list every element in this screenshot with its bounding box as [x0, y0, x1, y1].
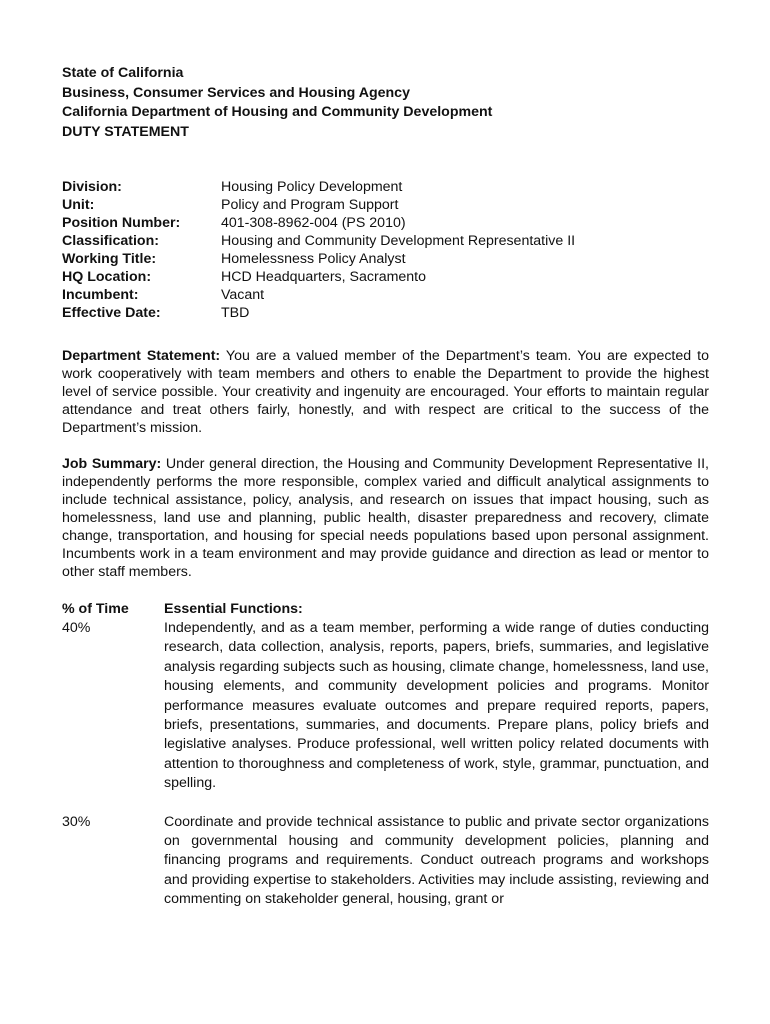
job-summary-text: Under general direction, the Housing and Community Development Representative II, independently performs the more responsible, complex varied and difficult analytical assignments to include technical assistance, policy, analysis, and research on issues that impact housing, such as homelessness, land use and planning, public health, disaster preparedness and recovery, climate change, transportation, and housing for special needs populations based upon personal assignment. Incumbents work in a team environment and may provide guidance and direction as lead or mentor to other staff members. [62, 456, 709, 580]
info-value-division: Housing Policy Development [221, 179, 403, 195]
document-title: DUTY STATEMENT [62, 123, 189, 140]
essential-functions-header [62, 600, 709, 619]
info-value-incumbent: Vacant [221, 287, 265, 303]
document-header [62, 64, 709, 142]
info-label-effective-date: Effective Date: [62, 305, 161, 321]
job-summary-heading: Job Summary: [62, 456, 162, 472]
info-label-working-title: Working Title: [62, 251, 157, 267]
department-statement [62, 347, 709, 437]
info-value-position-number: 401-308-8962-004 (PS 2010) [221, 215, 406, 231]
header-state: State of California [62, 65, 184, 81]
function-percent: 30% [62, 813, 91, 830]
department-statement-text: You are a valued member of the Department’s team. You are expected to work cooperatively with team members and others to enable the Department to provide the highest level of service possible. Your creativity and ingenuity are encouraged. Your efforts to maintain regular attendance and treat others fairly, honestly, and with respect are critical to the success of the Department’s mission. [62, 348, 710, 436]
function-description: Coordinate and provide technical assistance to public and private sector organizations on governmental housing and community development policies, planning and financing programs and requirements. Conduct outreach programs and workshops and providing expertise to stakeholders. Activities may include assisting, reviewing and commenting on stakeholder general, housing, grant or [164, 813, 709, 908]
info-label-unit: Unit: [62, 197, 95, 213]
info-label-position-number: Position Number: [62, 215, 181, 231]
function-percent: 40% [62, 620, 91, 636]
info-value-effective-date: TBD [221, 305, 250, 321]
info-label-incumbent: Incumbent: [62, 287, 139, 303]
job-summary [62, 455, 709, 581]
info-label-division: Division: [62, 179, 122, 195]
duty-statement-page [62, 64, 709, 910]
percent-time-heading: % of Time [62, 601, 129, 617]
info-value-classification: Housing and Community Development Representative II [221, 233, 576, 249]
info-label-classification: Classification: [62, 233, 159, 249]
info-value-unit: Policy and Program Support [221, 197, 399, 213]
info-label-hq-location: HQ Location: [62, 269, 152, 285]
function-row [62, 619, 709, 794]
function-description: Independently, and as a team member, performing a wide range of duties conducting research, data collection, analysis, reports, papers, briefs, summaries, and legislative analysis regarding subjects such as housing, climate change, homelessness, land use, housing elements, and community development policies and programs. Monitor performance measures evaluate outcomes and prepare required reports, papers, briefs, presentations, summaries, and documents. Prepare plans, policy briefs and legislative analyses. Produce professional, well written policy related documents with attention to thoroughness and completeness of work, style, grammar, punctuation, and spelling. [164, 620, 709, 792]
essential-functions-heading: Essential Functions: [164, 601, 303, 617]
info-value-hq-location: HCD Headquarters, Sacramento [221, 269, 427, 285]
position-info-table [62, 178, 709, 322]
info-value-working-title: Homelessness Policy Analyst [221, 251, 406, 267]
header-department: California Department of Housing and Community Development [62, 104, 493, 120]
header-agency: Business, Consumer Services and Housing Agency [62, 84, 410, 101]
department-statement-heading: Department Statement: [62, 348, 221, 364]
function-row [62, 813, 709, 910]
